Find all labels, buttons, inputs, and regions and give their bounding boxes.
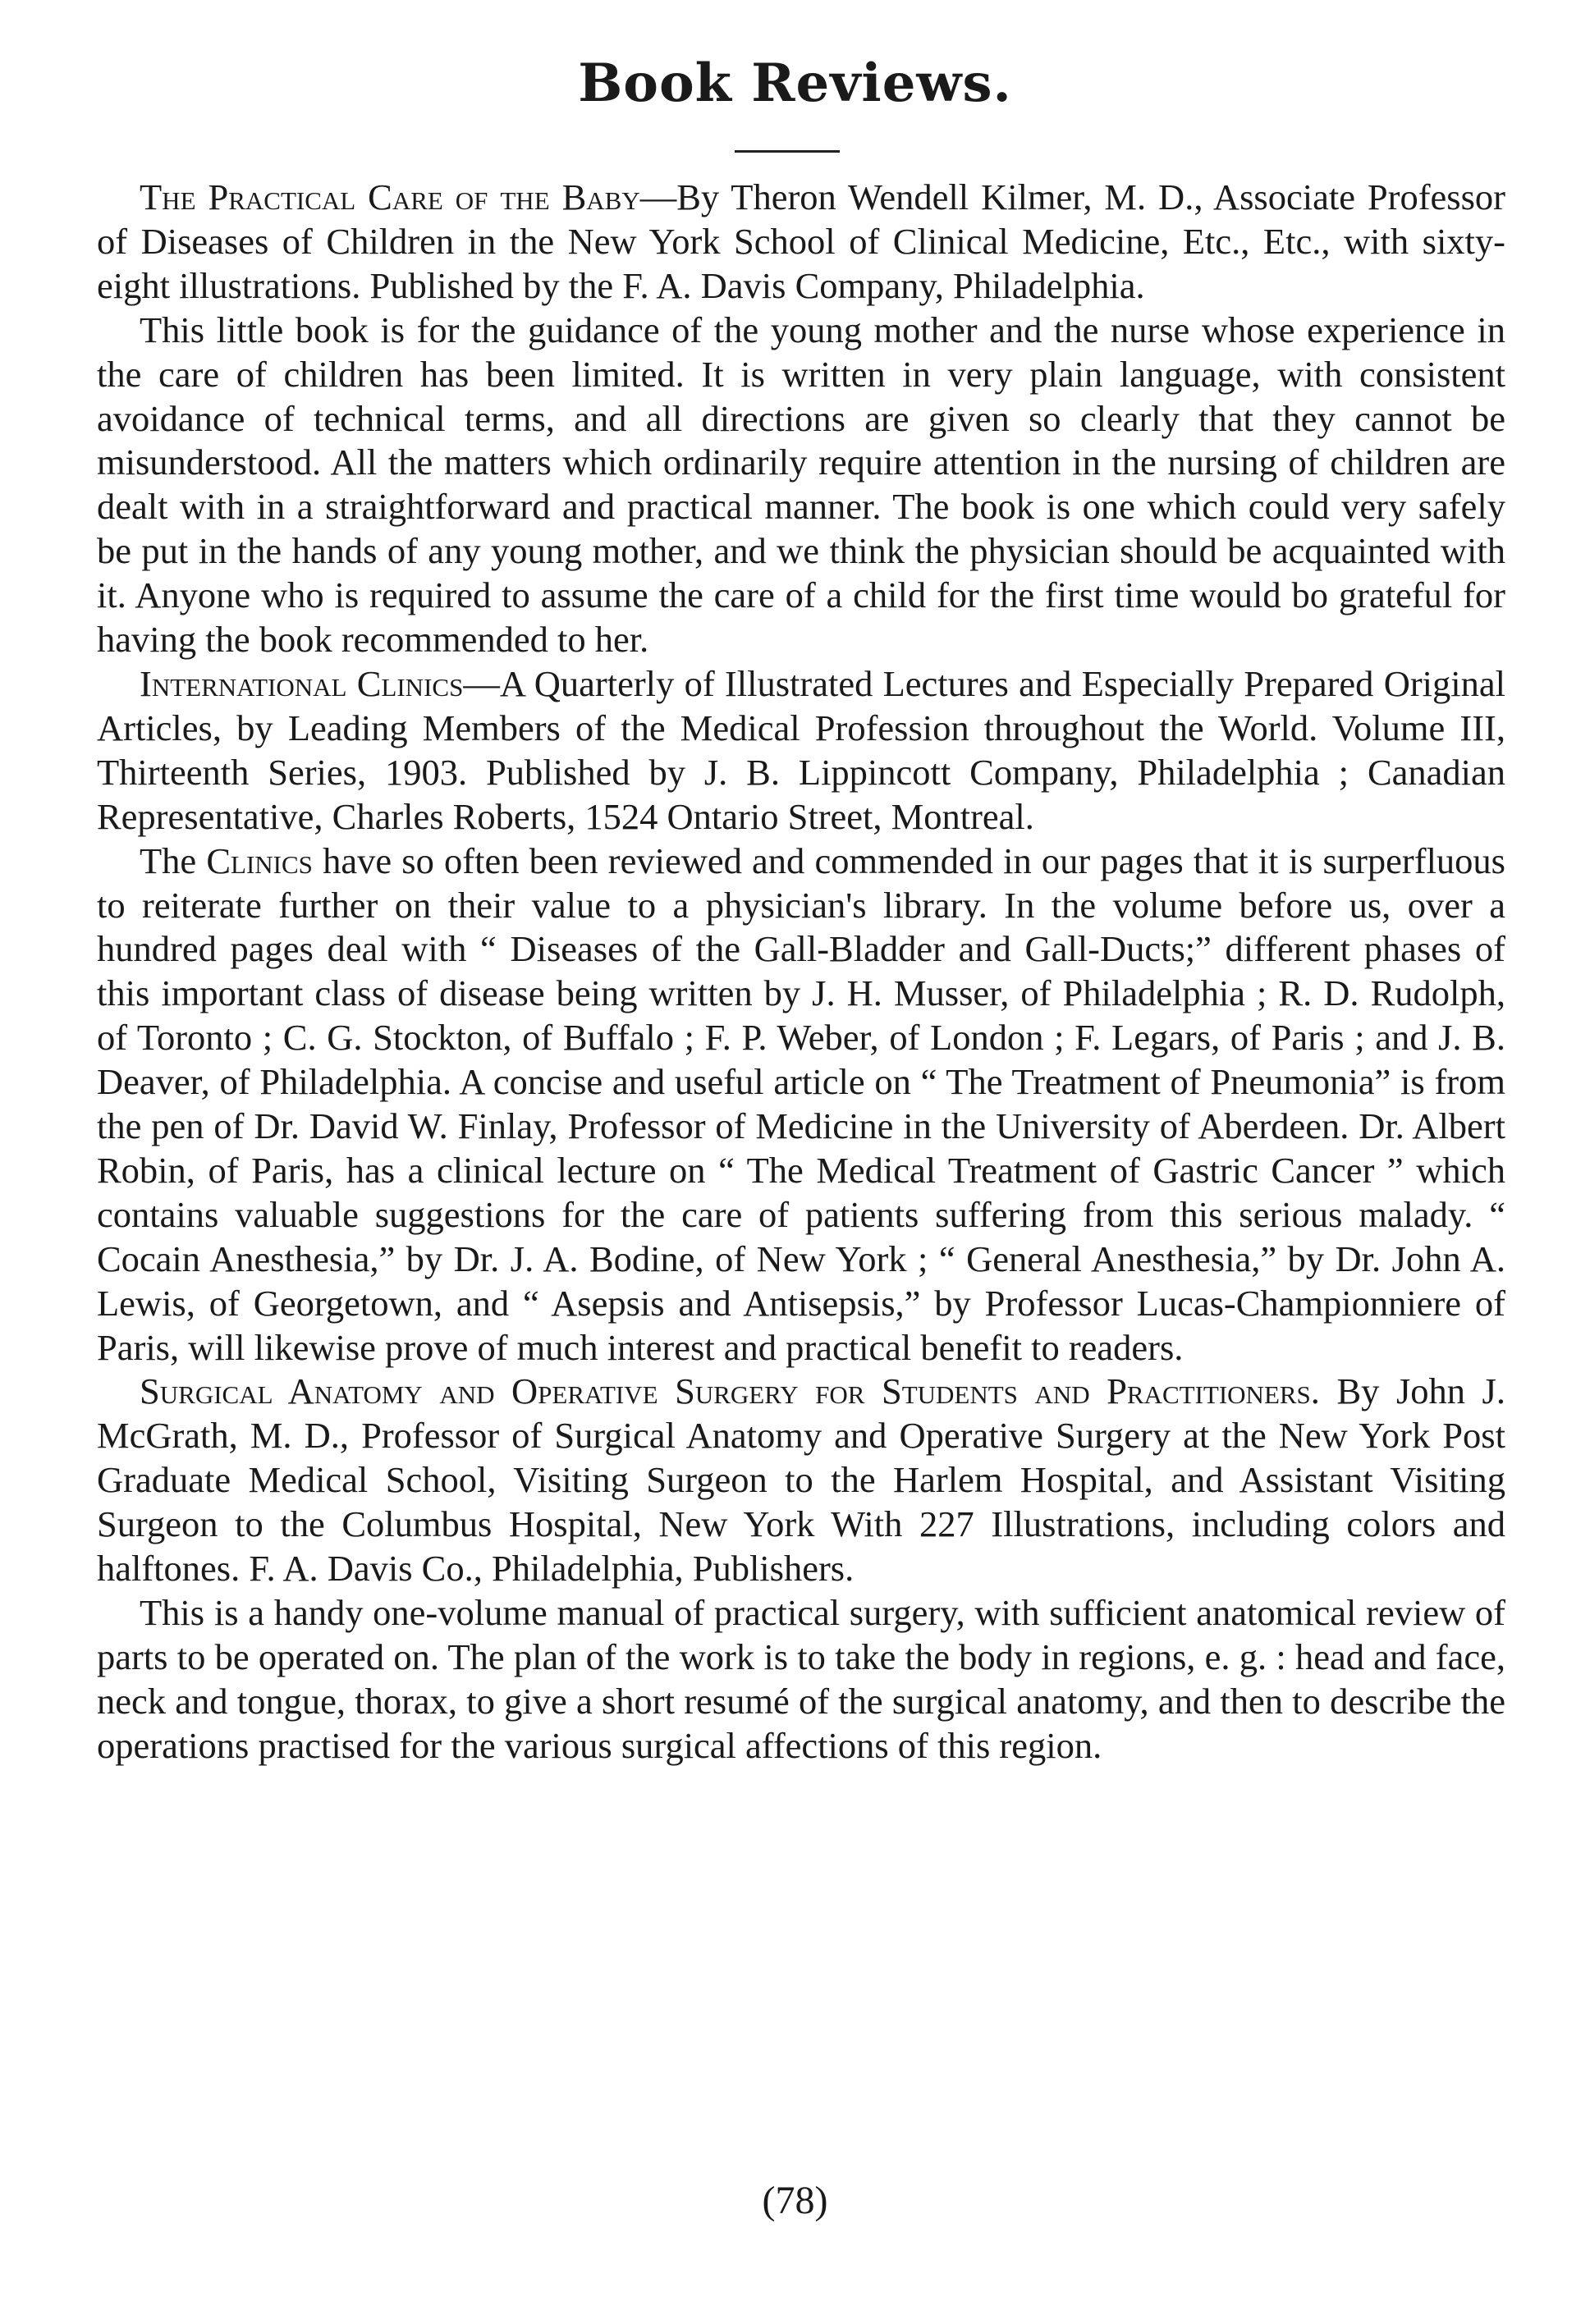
review-citation: [97, 176, 1505, 309]
citation-text: —A Quarterly of Illustrated Lectures and Especially Prepared Original Articles, by Leading Members of the Medical Profession throughout the World. Volume III, Thirteenth Series, 1903. Published by J. B. Lippincott Company, Philadelphia ; Canadian Representative, Charles Roberts, 1524 Ontario Street, Montreal.: [97, 662, 1505, 837]
reviews-body: [97, 176, 1505, 1768]
citation-text: —By Theron Wendell Kilmer, M. D., Associate Professor of Diseases of Children in the New York School of Clinical Medicine, Etc., Etc., with sixty-eight illustrations. Published by the F. A. Davis Company, Philadelphia.: [97, 176, 1505, 306]
review-title: The Practical Care of the Baby: [140, 176, 640, 217]
review-lead: The: [140, 839, 207, 881]
review-paragraph: This is a handy one-volume manual of practical surgery, with sufficient anatomical review of parts to be operated on. The plan of the work is to take the body in regions, e. g. : head and face, neck and tongue, thorax, to give a short resumé of the surgical anatomy, and then to describe the operations practised for the various surgical affections of this region.: [97, 1592, 1505, 1766]
review-citation: [97, 662, 1505, 839]
review-text: have so often been reviewed and commended in our pages that it is surperfluous to reiterate further on their value to a physician's library. In the volume before us, over a hundred pages deal with “ Diseases of the Gall-Bladder and Gall-Ducts;” different phases of this important class of disease being written by J. H. Musser, of Philadelphia ; R. D. Rudolph, of Toronto ; C. G. Stockton, of Buffalo ; F. P. Weber, of London ; F. Legars, of Paris ; and J. B. Deaver, of Philadelphia. A concise and useful article on “ The Treatment of Pneumonia” is from the pen of Dr. David W. Finlay, Professor of Medicine in the University of Aberdeen. Dr. Albert Robin, of Paris, has a clinical lecture on “ The Medical Treatment of Gastric Cancer ” which contains valuable suggestions for the care of patients suffering from this serious malady. “ Cocain Anesthesia,” by Dr. J. A. Bodine, of New York ; “ General Anesthesia,” by Dr. John A. Lewis, of Georgetown, and “ Asepsis and Antisepsis,” by Professor Lucas-Championniere of Paris, will likewise prove of much interest and practical benefit to readers.: [97, 839, 1505, 1368]
review-lead-smallcaps: Clinics: [206, 839, 313, 881]
review-title: Surgical Anatomy and Operative Surgery for Students and Practitioners.: [140, 1370, 1320, 1412]
review-title: International Clinics: [140, 662, 464, 704]
review-citation: [97, 1370, 1505, 1591]
page-heading: Book Reviews.: [578, 53, 1012, 114]
review-paragraph: This little book is for the guidance of the young mother and the nurse whose experience in the care of children has been limited. It is written in very plain language, with consistent avoidance of technical terms, and all directions are given so clearly that they cannot be misunderstood. All the matters which ordinarily require attention in the nursing of children are dealt with in a straightforward and practical manner. The book is one which could very safely be put in the hands of any young mother, and we think the physician should be acquainted with it. Anyone who is required to assume the care of a child for the first time would bo grateful for having the book recommended to her.: [97, 309, 1505, 661]
heading-rule: [735, 150, 840, 153]
citation-text: By John J. McGrath, M. D., Professor of Surgical Anatomy and Operative Surgery at the New York Post Graduate Medical School, Visiting Surgeon to the Harlem Hospital, and Assistant Visiting Surgeon to the Columbus Hospital, New York With 227 Illustrations, including colors and halftones. F. A. Davis Co., Philadelphia, Publishers.: [97, 1370, 1505, 1590]
page-number: (78): [762, 2179, 828, 2222]
review-paragraph: [97, 839, 1505, 1370]
